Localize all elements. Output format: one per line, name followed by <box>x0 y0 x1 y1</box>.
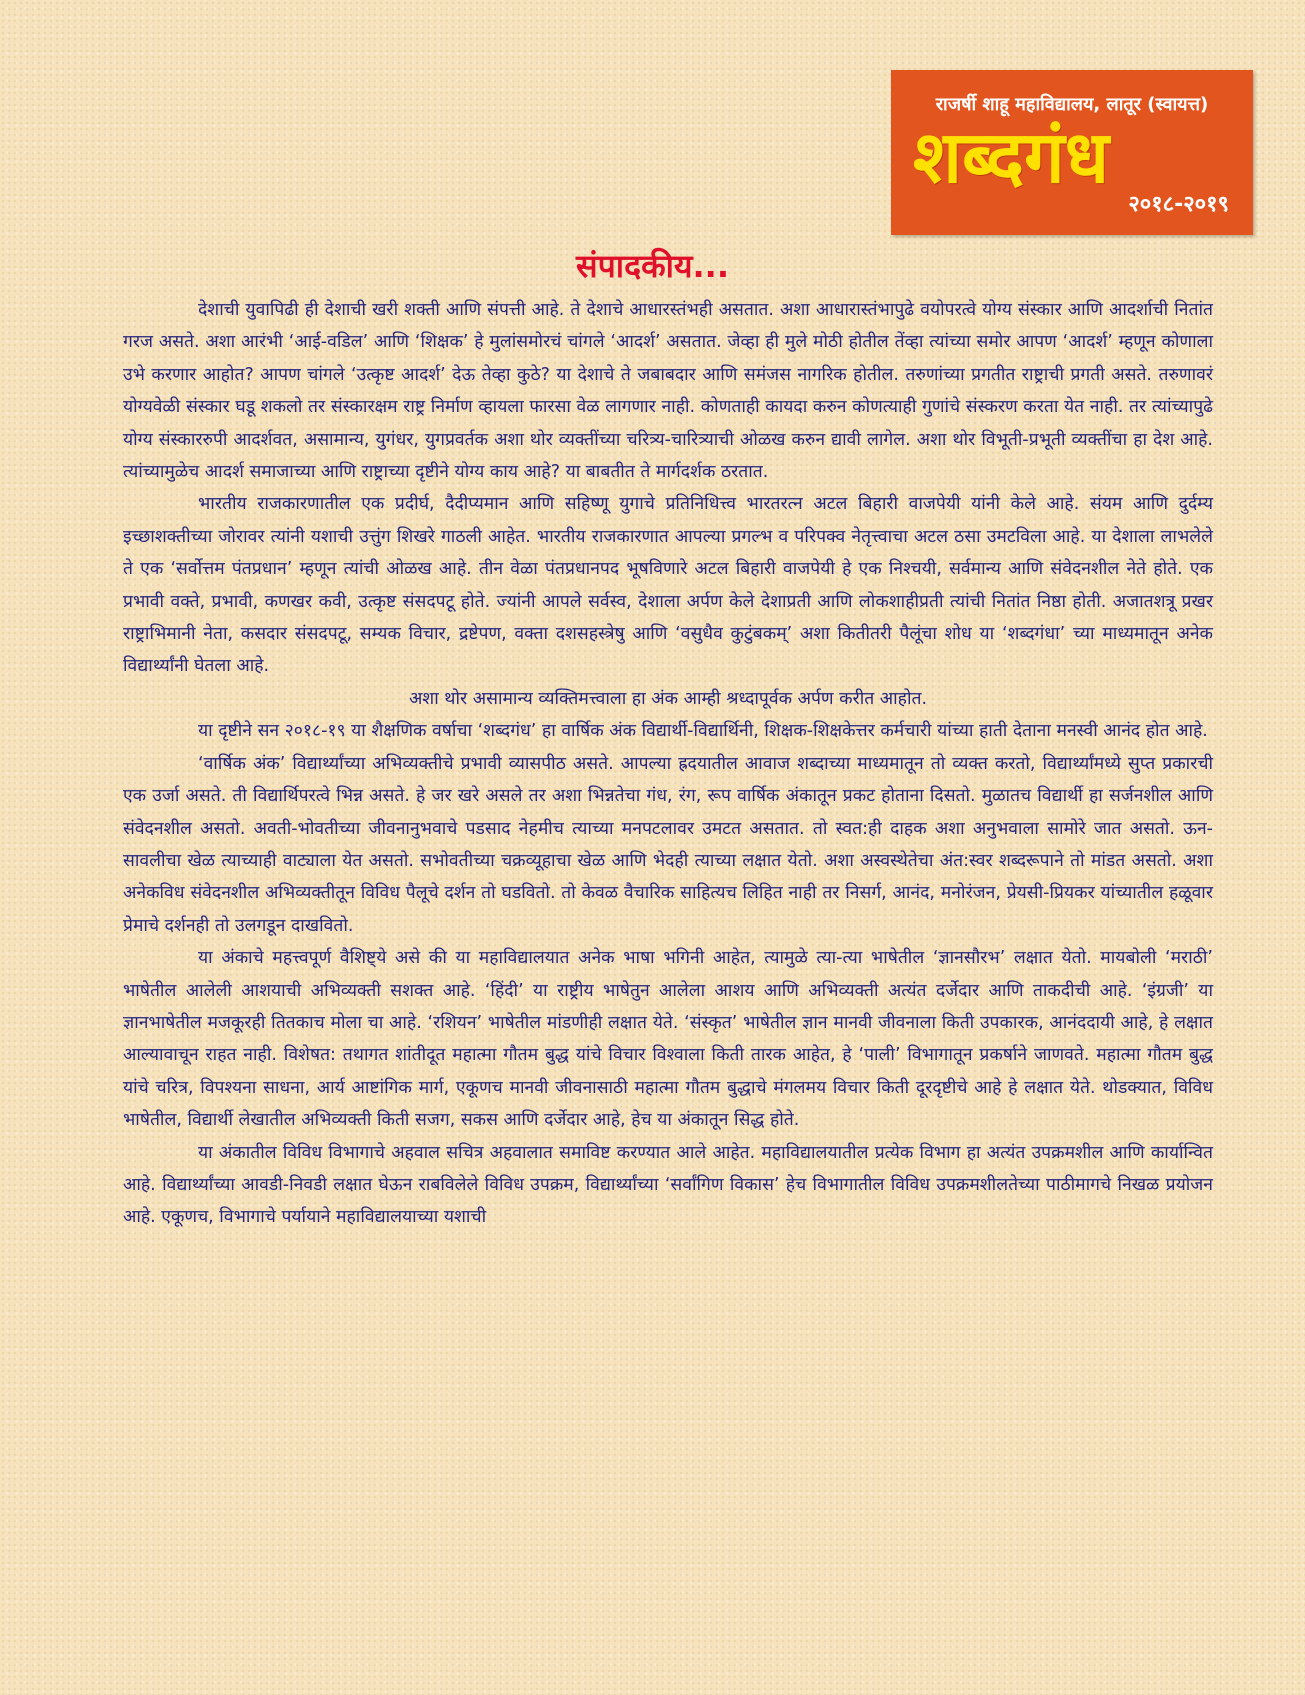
editorial-paragraph: या अंकातील विविध विभागाचे अहवाल सचित्र अहवालात समाविष्ट करण्यात आले आहेत. महाविद्यालयातील प्रत्येक विभाग हा अत्यंत उपक्रमशील आणि कार्यान्वित आहे. विद्यार्थ्यांच्या आवडी-निवडी लक्षात घेऊन राबविलेले विविध उपक्रम, विद्यार्थ्यांच्या ‘सर्वांगिण विकास’ हेच विभागातील विविध उपक्रमशीलतेच्या पाठीमागचे निखळ प्रयोजन आहे. एकूणच, विभागाचे पर्यायाने महाविद्यालयाच्या यशाची <box>123 1142 1213 1228</box>
editorial-paragraph: या अंकाचे महत्त्वपूर्ण वैशिष्ट्ये असे की या महाविद्यालयात अनेक भाषा भगिनी आहेत, त्यामुळे त्या-त्या भाषेतील ‘ज्ञानसौरभ’ लक्षात येतो. मायबोली ‘मराठी’ भाषेतील आलेली आशयाची अभिव्यक्ती सशक्त आहे. ‘हिंदी’ या राष्ट्रीय भाषेतुन आलेला आशय आणि अभिव्यक्ती अत्यंत दर्जेदार आणि ताकदीची आहे. ‘इंग्रजी’ या ज्ञानभाषेतील मजकूरही तितकाच मोला चा आहे. ‘रशियन’ भाषेतील मांडणीही लक्षात येते. ‘संस्कृत’ भाषेतील ज्ञान मानवी जीवनाला किती उपकारक, आनंददायी आहे, हे लक्षात आल्यावाचून राहत नाही. विशेषत: तथागत शांतीदूत महात्मा गौतम बुद्ध यांचे विचार विश्वाला किती तारक आहेत, हे ‘पाली’ विभागातून प्रकर्षाने जाणवते. महात्मा गौतम बुद्ध यांचे चरित्र, विपश्यना साधना, आर्य आष्टांगिक मार्ग, एकूणच मानवी जीवनासाठी महात्मा गौतम बुद्धाचे मंगलमय विचार किती दूरदृष्टीचे आहे हे लक्षात येते. थोडक्यात, विविध भाषेतील, विद्यार्थी लेखातील अभिव्यक्ती किती सजग, सकस आणि दर्जेदार आहे, हेच या अंकातून सिद्ध होते. <box>123 948 1213 1131</box>
magazine-title: शब्दगंध <box>913 114 1109 199</box>
editorial-title: संपादकीय... <box>576 247 729 285</box>
editorial-body <box>123 294 1213 1234</box>
editorial-paragraph: या दृष्टीने सन २०१८-१९ या शैक्षणिक वर्षाचा ‘शब्दगंध’ हा वार्षिक अंक विद्यार्थी-विद्यार्थिनी, शिक्षक-शिक्षकेत्तर कर्मचारी यांच्या हाती देताना मनस्वी आनंद होत आहे. <box>198 721 1208 742</box>
editorial-paragraph: भारतीय राजकारणातील एक प्रदीर्घ, दैदीप्यमान आणि सहिष्णू युगाचे प्रतिनिधित्त्व भारतरत्न अटल बिहारी वाजपेयी यांनी केले आहे. संयम आणि दुर्दम्य इच्छाशक्तीच्या जोरावर त्यांनी यशाची उत्तुंग शिखरे गाठली आहेत. भारतीय राजकारणात आपल्या प्रगल्भ व परिपक्व नेतृत्त्वाचा अटल ठसा उमटविला आहे. या देशाला लाभलेले ते एक ‘सर्वोत्तम पंतप्रधान’ म्हणून त्यांची ओळख आहे. तीन वेळा पंतप्रधानपद भूषविणारे अटल बिहारी वाजपेयी हे एक निश्चयी, सर्वमान्य आणि संवेदनशील नेते होते. एक प्रभावी वक्ते, प्रभावी, कणखर कवी, उत्कृष्ट संसदपटू होते. ज्यांनी आपले सर्वस्व, देशाला अर्पण केले देशाप्रती आणि लोकशाहीप्रती त्यांची नितांत निष्ठा होती. अजातशत्रू प्रखर राष्ट्राभिमानी नेता, कसदार संसदपटू, सम्यक विचार, द्रष्टेपण, वक्ता दशसहस्त्रेषु आणि ‘वसुधैव कुटुंबकम्’ अशा कितीतरी पैलूंचा शोध या ‘शब्दगंधा’ च्या माध्यमातून अनेक विद्यार्थ्यांनी घेतला आहे. <box>123 494 1213 677</box>
editorial-paragraph: देशाची युवापिढी ही देशाची खरी शक्ती आणि संपत्ती आहे. ते देशाचे आधारस्तंभही असतात. अशा आधारास्तंभापुढे वयोपरत्वे योग्य संस्कार आणि आदर्शाची नितांत गरज असते. अशा आरंभी ‘आई-वडिल’ आणि ‘शिक्षक’ हे मुलांसमोरचं चांगले ‘आदर्श’ असतात. जेव्हा ही मुले मोठी होतील तेंव्हा त्यांच्या समोर आपण ‘आदर्श’ म्हणून कोणाला उभे करणार आहोत? आपण चांगले ‘उत्कृष्ट आदर्श’ देऊ तेव्हा कुठे? या देशाचे ते जबाबदार आणि समंजस नागरिक होतील. तरुणांच्या प्रगतीत राष्ट्राची प्रगती असते. तरुणावरं योग्यवेळी संस्कार घडू शकलो तर संस्कारक्षम राष्ट्र निर्माण व्हायला फारसा वेळ लागणार नाही. कोणताही कायदा करुन कोणत्याही गुणांचे संस्करण करता येत नाही. तर त्यांच्यापुढे योग्य संस्काररुपी आदर्शवत, असामान्य, युगंधर, युगप्रवर्तक अशा थोर व्यक्तींच्या चरित्र्य-चारित्र्याची ओळख करुन द्यावी लागेल. अशा थोर विभूती-प्रभूती व्यक्तींचा हा देश आहे. त्यांच्यामुळेच आदर्श समाजाच्या आणि राष्ट्राच्या दृष्टीने योग्य काय आहे? या बाबतीत ते मार्गदर्शक ठरतात. <box>123 300 1213 483</box>
dedication-line: अशा थोर असामान्य व्यक्तिमत्त्वाला हा अंक आम्ही श्रध्दापूर्वक अर्पण करीत आहोत. <box>408 688 928 709</box>
college-name: राजर्षी शाहू महाविद्यालय, लातूर (स्वायत्त) <box>935 94 1209 115</box>
editorial-paragraph: ‘वार्षिक अंक’ विद्यार्थ्यांच्या अभिव्यक्तीचे प्रभावी व्यासपीठ असते. आपल्या ह्रदयातील आवाज शब्दाच्या माध्यमातून तो व्यक्त करतो, विद्यार्थ्यांमध्ये सुप्त प्रकारची एक उर्जा असते. ती विद्यार्थिपरत्वे भिन्न असते. हे जर खरे असले तर अशा भिन्नतेचा गंध, रंग, रूप वार्षिक अंकातून प्रकट होताना दिसतो. मुळातच विद्यार्थी हा सर्जनशील आणि संवेदनशील असतो. अवती-भोवतीच्या जीवनानुभवाचे पडसाद नेहमीच त्याच्या मनपटलावर उमटत असतात. तो स्वत:ही दाहक अशा अनुभवाला सामोरे जात असतो. ऊन-सावलीचा खेळ त्याच्याही वाट्याला येत असतो. सभोवतीच्या चक्रव्यूहाचा खेळ आणि भेदही त्याच्या लक्षात येतो. अशा अस्वस्थेतेचा अंत:स्वर शब्दरूपाने तो मांडत असतो. अशा अनेकविध संवेदनशील अभिव्यक्तीतून विविध पैलूचे दर्शन तो घडवितो. तो केवळ वैचारिक साहित्यच लिहित नाही तर निसर्ग, आनंद, मनोरंजन, प्रेयसी-प्रियकर यांच्यातील हळूवार प्रेमाचे दर्शनही तो उलगडून दाखवितो. <box>123 753 1213 936</box>
magazine-header <box>891 70 1253 235</box>
magazine-year: २०१८-२०१९ <box>1128 192 1229 217</box>
